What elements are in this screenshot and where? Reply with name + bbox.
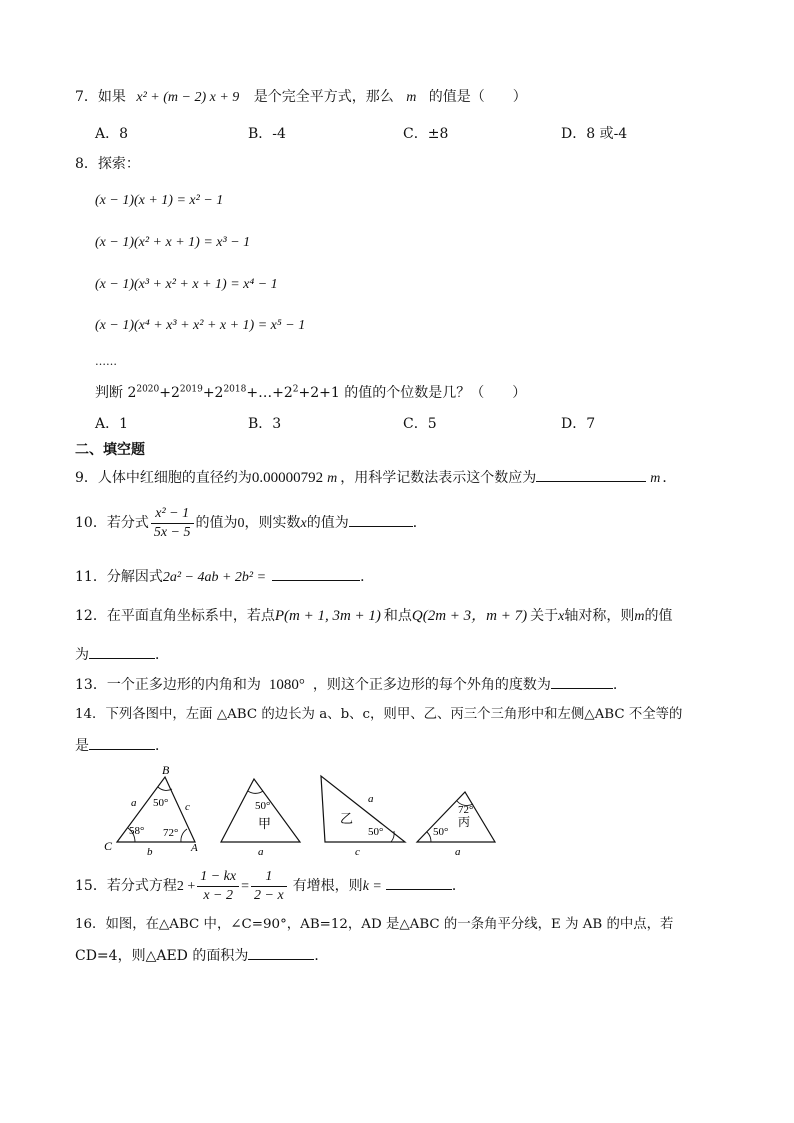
yi-side-bottom-label: c	[355, 846, 360, 858]
triangle-yi	[321, 776, 405, 858]
label-side-c: c	[185, 801, 190, 813]
q8-identity-1: (x − 1)(x + 1) = x² − 1	[95, 193, 224, 208]
bing-name-label: 丙	[458, 815, 471, 829]
q7-stem: 7．如果 x² + (m − 2) x + 9 是个完全平方式，那么 m 的值是（ ）	[75, 89, 527, 105]
q8-option-d[interactable]: D．7	[561, 416, 596, 432]
yi-name-label: 乙	[340, 811, 354, 826]
label-vertex-a: A	[191, 842, 198, 854]
q16-stem-line-1: 16．如图，在△ABC 中，∠C=90°，AB=12，AD 是△ABC 的一条角平分线，E 为 AB 的中点，若	[75, 917, 674, 932]
label-vertex-c: C	[104, 839, 113, 853]
angle-c-label: 58°	[129, 825, 145, 837]
q16-answer-blank[interactable]	[248, 945, 314, 960]
q14-answer-line: 是 ．	[75, 735, 169, 756]
angle-a-label: 72°	[163, 827, 179, 839]
q8-identity-2: (x − 1)(x² + x + 1) = x³ − 1	[95, 235, 251, 250]
q15-fraction-1: $\frac{1 - kx}{x - 2}$	[197, 868, 239, 905]
jia-name-label: 甲	[258, 816, 272, 831]
q9-stem: 9．人体中红细胞的直径约为0.00000792 m ，用科学记数法表示这个数应为 m ．	[75, 467, 676, 489]
q12-answer-blank[interactable]	[89, 644, 155, 659]
q8-ellipsis: ……	[95, 355, 117, 368]
q7-expression: x² + (m − 2) x + 9	[136, 90, 240, 105]
label-side-b: b	[147, 846, 153, 858]
q8-identity-4: (x − 1)(x⁴ + x³ + x² + x + 1) = x⁵ − 1	[95, 318, 306, 333]
bing-angle-top-label: 72°	[458, 804, 474, 816]
label-vertex-b: B	[162, 763, 170, 777]
q7-option-c[interactable]: C．±8	[403, 126, 449, 142]
q11-stem: 11．分解因式2a² − 4ab + 2b² = ．	[75, 566, 374, 588]
q7-option-b[interactable]: B．-4	[248, 126, 286, 142]
q8-title: 8．探索：	[75, 156, 140, 172]
q12-stem: 12．在平面直角坐标系中，若点P(m + 1, 3m + 1) 和点Q(2m + 3，m + 7) 关于x轴对称，则m的值	[75, 608, 673, 624]
q7-option-a[interactable]: A．8	[95, 126, 129, 142]
q14-stem: 14．下列各图中，左面 △ABC 的边长为 a、b、c，则甲、乙、丙三个三角形中和左侧△ABC 不全等的	[75, 707, 683, 722]
q10-stem: 10．若分式 $\frac{\text{x² − 1}}{5x - 5}$ 的值为0，则实数x的值为 ．	[75, 505, 427, 540]
q10-answer-blank[interactable]	[349, 512, 413, 527]
q8-option-c[interactable]: C．5	[403, 416, 437, 432]
q13-answer-blank[interactable]	[551, 674, 613, 689]
jia-side-label: a	[258, 846, 264, 858]
label-side-a: a	[131, 797, 137, 809]
bing-angle-left-label: 50°	[433, 826, 449, 838]
q15-answer-blank[interactable]	[386, 875, 452, 890]
yi-angle-label: 50°	[368, 826, 384, 838]
q14-triangles-figure	[95, 762, 515, 862]
yi-side-top-label: a	[368, 793, 374, 805]
q8-identity-3: (x − 1)(x³ + x² + x + 1) = x⁴ − 1	[95, 277, 278, 292]
q10-fraction: $\frac{\text{x² − 1}}{5x - 5}$	[151, 505, 194, 542]
q8-option-b[interactable]: B．3	[248, 416, 282, 432]
q8-question: 判断 $2^{2020}+2^{2019}+2^{2018}+\dots+2^2+2+1$ 的值的个位数是几？（ ）	[95, 384, 527, 401]
jia-angle-label: 50°	[255, 800, 271, 812]
q14-answer-blank[interactable]	[89, 735, 155, 750]
q7-option-d[interactable]: D．8 或-4	[561, 126, 628, 142]
q13-stem: 13．一个正多边形的内角和为 1080° ，则这个正多边形的每个外角的度数为 .	[75, 674, 617, 695]
q15-stem: 15．若分式方程2 + $\frac{1 - kx}{x - 2}$ = $\frac{1}{2 - x}$ 有增根，则k = ．	[75, 868, 466, 903]
q9-answer-blank[interactable]	[536, 467, 646, 482]
q15-fraction-2: $\frac{1}{2 - x}$	[251, 868, 287, 905]
triangle-jia	[221, 779, 300, 858]
q12-answer-line: 为 ．	[75, 644, 169, 665]
q11-answer-blank[interactable]	[272, 566, 360, 581]
section-heading-fill-in: 二、填空题	[75, 442, 145, 458]
triangle-bing	[417, 792, 495, 858]
bing-side-label: a	[455, 846, 461, 858]
q8-option-a[interactable]: A．1	[95, 416, 129, 432]
angle-b-label: 50°	[153, 797, 169, 809]
triangle-abc	[104, 763, 198, 858]
q16-stem-line-2: CD=4，则△AED 的面积为 ．	[75, 945, 328, 966]
